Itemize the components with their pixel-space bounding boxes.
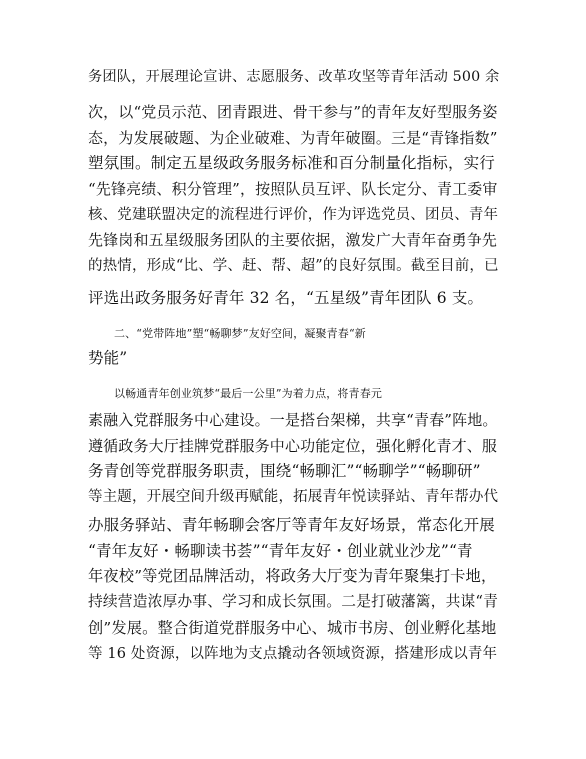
paragraph-line: 评选出政务服务好青年 32 名，“五星级”青年团队 6 支。	[88, 289, 484, 307]
paragraph-line: 务团队，开展理论宣讲、志愿服务、改革攻坚等青年活动 500 余	[88, 69, 500, 85]
paragraph-line: 态，为发展破题、为企业破难、为青年破圈。三是“青锋指数”	[88, 129, 498, 147]
paragraph-line: 塑氛围。制定五星级政务服务标准和百分制量化指标，实行	[88, 154, 495, 172]
paragraph-line: “青年友好・畅聊读书荟”“青年友好・创业就业沙龙”“青	[88, 542, 473, 560]
paragraph-line: 素融入党群服务中心建设。一是搭台架梯，共享“青春”阵地。	[88, 411, 498, 429]
paragraph-line: 持续营造浓厚办事、学习和成长氛围。二是打破藩篱，共谋“青	[88, 593, 498, 610]
paragraph-line: 核、党建联盟决定的流程进行评价，作为评选党员、团员、青年	[88, 207, 499, 223]
paragraph-line: 创”发展。整合街道党群服务中心、城市书房、创业孵化基地	[88, 619, 497, 637]
paragraph-line: 的热情，形成“比、学、赶、帮、超”的良好氛围。截至目前，已	[88, 258, 499, 274]
section-heading: 二、“党带阵地”塑“畅聊梦”友好空间，凝聚青春“新	[114, 327, 366, 340]
section-heading-continued: 势能”	[88, 349, 128, 367]
paragraph-line: 遵循政务大厅挂牌党群服务中心功能定位，强化孵化青才、服	[88, 437, 498, 455]
paragraph-line: 等主题，开展空间升级再赋能，拓展青年悦读驿站、青年帮办代	[88, 489, 499, 505]
paragraph-line: 等 16 处资源，以阵地为支点撬动各领域资源，搭建形成以青年	[88, 646, 498, 662]
paragraph-line: 次，以“党员示范、团青跟进、骨干参与”的青年友好型服务姿	[88, 103, 498, 121]
paragraph-line: “先锋亮绩、积分管理”，按照队员互评、队长定分、青工委审	[88, 180, 498, 198]
paragraph-line: 办服务驿站、青年畅聊会客厅等青年友好场景，常态化开展	[88, 516, 495, 534]
paragraph-line: 先锋岗和五星级服务团队的主要依据，激发广大青年奋勇争先	[88, 231, 498, 249]
paragraph-line: 年夜校”等党团品牌活动，将政务大厅变为青年聚集打卡地，	[88, 567, 497, 585]
paragraph-line: 务青创等党群服务职责，围绕“畅聊汇”“畅聊学”“畅聊研”	[88, 462, 481, 480]
paragraph-line: 以畅通青年创业筑梦“最后一公里”为着力点，将青春元	[114, 387, 382, 400]
